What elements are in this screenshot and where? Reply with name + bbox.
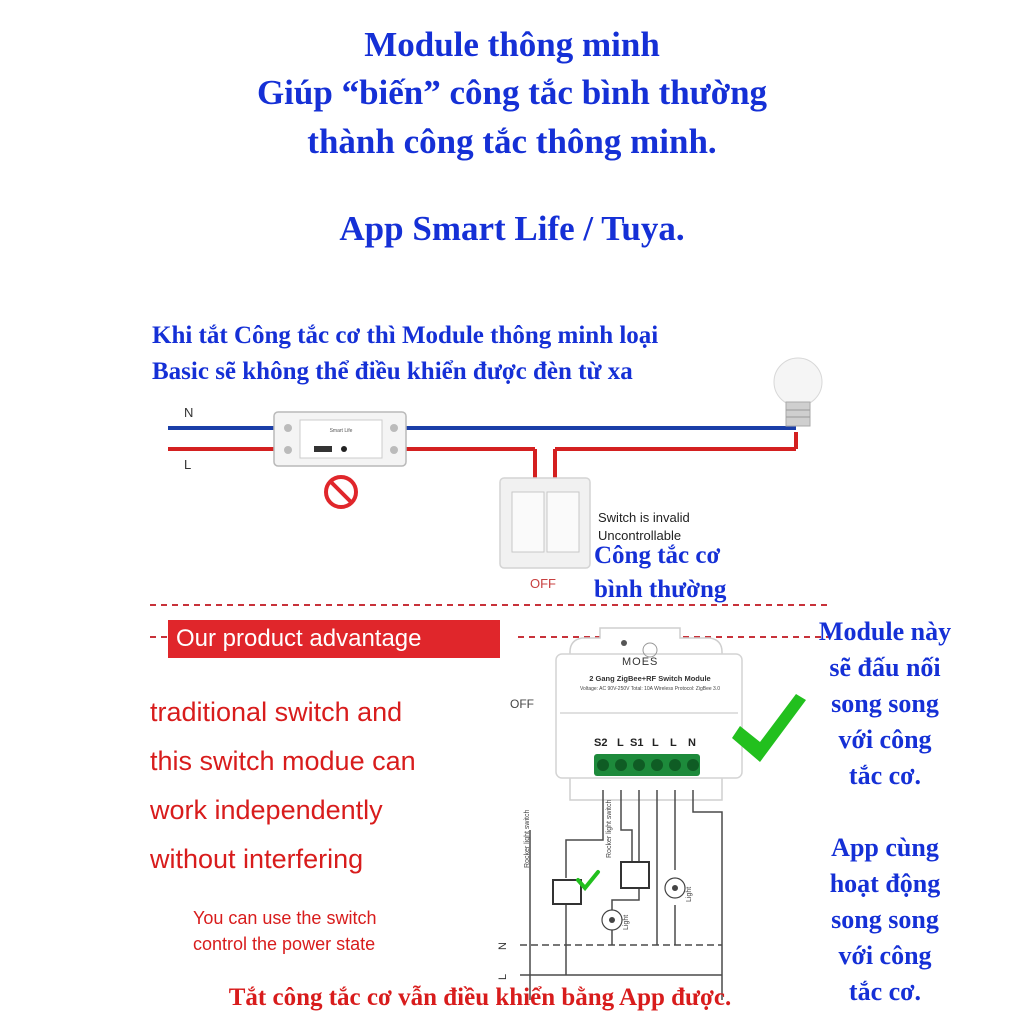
switch-caption-line-1: Công tắc cơ bbox=[594, 542, 721, 569]
side-note-2-line-2: hoạt động bbox=[829, 869, 941, 898]
side-note-2-line-5: tắc cơ. bbox=[848, 977, 922, 1006]
side-note-1-line-5: tắc cơ. bbox=[848, 761, 922, 790]
headline-line-3: thành công tắc thông minh. bbox=[307, 122, 717, 161]
advantage-sub-line-1: You can use the switch bbox=[193, 908, 377, 928]
rocker-switch-1 bbox=[553, 880, 581, 904]
wire-label-n: N bbox=[184, 405, 194, 420]
side-note-1-line-3: song song bbox=[831, 689, 939, 718]
light-label-1: Light bbox=[623, 914, 630, 930]
terminal-label-l1: L bbox=[617, 737, 624, 749]
product-advantage-banner: Our product advantage bbox=[168, 620, 500, 658]
side-note-2-line-3: song song bbox=[831, 905, 939, 934]
rocker-label-1: Rocker light switch bbox=[524, 809, 531, 868]
side-note-2-line-1: App cùng bbox=[831, 833, 939, 862]
rocker-switch-2 bbox=[621, 862, 649, 888]
moes-brand: MOES bbox=[622, 656, 659, 668]
terminal-label-l3: L bbox=[670, 737, 677, 749]
basic-module-note-line-2: Basic sẽ không thể điều khiển được đèn từ xa bbox=[152, 358, 633, 385]
side-note-parallel bbox=[790, 614, 980, 794]
terminal-label-s1: S1 bbox=[630, 737, 644, 749]
moes-spec: Voltage: AC 90V-250V Total: 10A Wireless Protocol: ZigBee 3.0 bbox=[580, 686, 720, 692]
terminal-block bbox=[594, 754, 700, 776]
switch-caption-line-2: bình thường bbox=[594, 576, 727, 603]
side-note-1-line-1: Module này bbox=[818, 617, 952, 646]
advantage-sub-line-2: control the power state bbox=[193, 934, 376, 954]
light-2-icon bbox=[665, 878, 685, 898]
moes-title: 2 Gang ZigBee+RF Switch Module bbox=[589, 674, 711, 683]
headline-line-4: App Smart Life / Tuya. bbox=[339, 209, 685, 248]
side-note-1-line-4: với công bbox=[838, 725, 932, 754]
basic-module-note-line-1: Khi tắt Công tắc cơ thì Module thông minh loại bbox=[152, 322, 659, 349]
terminal-label-l2: L bbox=[652, 737, 659, 749]
moes-wire-label-n: N bbox=[497, 942, 509, 950]
advantage-line-4: without interfering bbox=[150, 844, 364, 874]
side-note-1-line-2: sẽ đấu nối bbox=[829, 653, 941, 682]
invalid-text-line-2: Uncontrollable bbox=[598, 528, 682, 543]
side-note-2-line-4: với công bbox=[838, 941, 932, 970]
wire-label-l: L bbox=[184, 457, 192, 472]
terminal-label-n: N bbox=[688, 737, 696, 749]
invalid-text-line-1: Switch is invalid bbox=[598, 510, 690, 525]
basic-module-brand: Smart Life bbox=[329, 428, 353, 434]
terminal-label-s2: S2 bbox=[594, 737, 608, 749]
headline-line-1: Module thông minh bbox=[364, 25, 660, 64]
headline-line-2: Giúp “biến” công tắc bình thường bbox=[256, 73, 768, 112]
advantage-line-1: traditional switch and bbox=[150, 697, 403, 727]
module-off-label: OFF bbox=[510, 697, 534, 711]
side-note-app bbox=[790, 830, 980, 1010]
advantage-line-3: work independently bbox=[150, 795, 383, 825]
switch-state-off: OFF bbox=[530, 576, 556, 591]
rocker-label-2: Rocker light switch bbox=[606, 799, 613, 858]
advantage-line-2: this switch modue can bbox=[150, 746, 416, 776]
light-label-2: Light bbox=[686, 886, 693, 902]
moes-wire-label-l: L bbox=[497, 973, 509, 980]
footer-caption: Tắt công tắc cơ vẫn điều khiển bằng App được. bbox=[228, 984, 732, 1011]
light-1-icon bbox=[602, 910, 622, 930]
